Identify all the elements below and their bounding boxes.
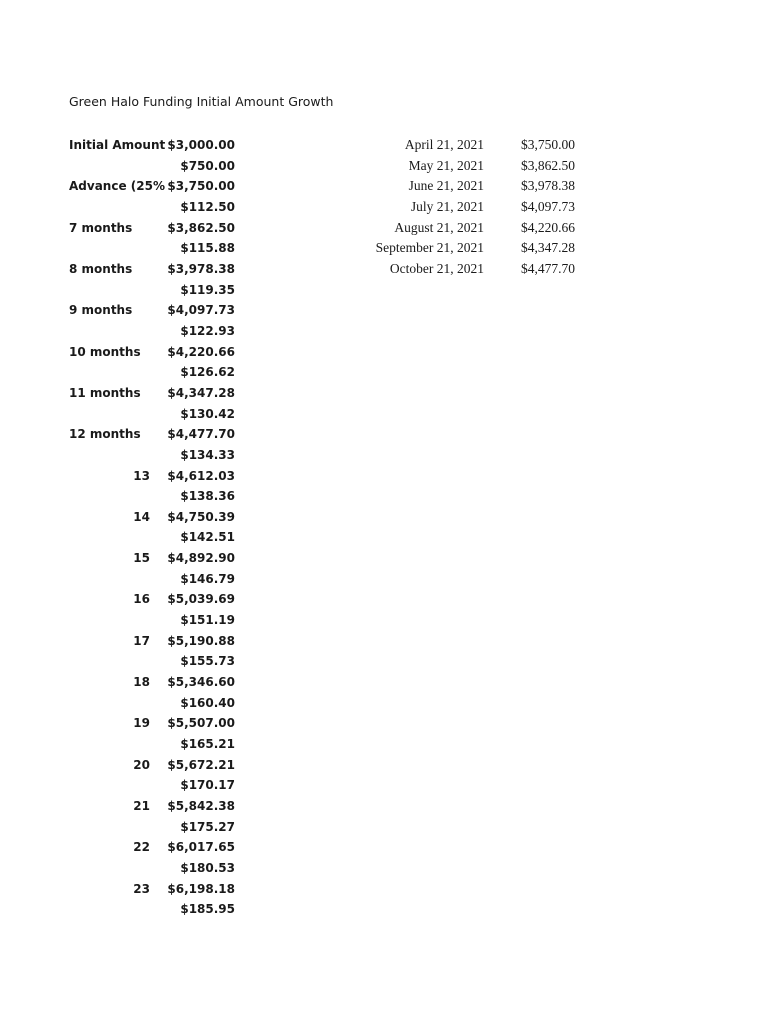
row-value: $160.40 (180, 695, 235, 710)
table-row (69, 734, 239, 755)
table-row (69, 610, 239, 631)
row-label: 15 (133, 551, 150, 566)
row-value: $142.51 (180, 530, 235, 545)
row-value: $180.53 (180, 860, 235, 875)
row-amount: $3,862.50 (521, 157, 575, 173)
row-value: $146.79 (180, 571, 235, 586)
row-date: October 21, 2021 (389, 260, 484, 276)
table-row (69, 445, 239, 466)
row-value: $4,347.28 (167, 385, 235, 400)
table-row (69, 486, 239, 507)
row-label: 8 months (69, 261, 133, 276)
table-row (69, 631, 239, 652)
row-label: Advance (25% (69, 179, 165, 194)
table-row (69, 176, 239, 197)
row-value: $5,672.21 (167, 757, 235, 772)
table-row (330, 218, 580, 239)
row-value: $5,039.69 (167, 592, 235, 607)
table-row (330, 176, 580, 197)
row-value: $4,477.70 (167, 427, 235, 442)
row-label: 23 (133, 881, 150, 896)
row-value: $134.33 (180, 447, 235, 462)
table-row (69, 837, 239, 858)
row-value: $5,507.00 (167, 716, 235, 731)
table-row (69, 569, 239, 590)
row-value: $4,097.73 (167, 303, 235, 318)
schedule-table (330, 135, 580, 280)
table-row (69, 775, 239, 796)
row-value: $4,220.66 (167, 344, 235, 359)
table-row (69, 817, 239, 838)
row-date: August 21, 2021 (394, 219, 484, 235)
row-amount: $4,097.73 (521, 198, 575, 214)
row-value: $130.42 (180, 406, 235, 421)
row-value: $5,190.88 (167, 633, 235, 648)
row-value: $4,612.03 (167, 468, 235, 483)
row-value: $5,346.60 (167, 675, 235, 690)
table-row (69, 796, 239, 817)
row-date: September 21, 2021 (375, 240, 484, 256)
row-label: 11 months (69, 385, 141, 400)
row-value: $155.73 (180, 654, 235, 669)
row-label: 22 (133, 840, 150, 855)
table-row (69, 197, 239, 218)
row-value: $122.93 (180, 323, 235, 338)
table-row (69, 300, 239, 321)
row-amount: $4,220.66 (521, 219, 575, 235)
table-row (330, 259, 580, 280)
row-value: $115.88 (180, 241, 235, 256)
table-row (69, 507, 239, 528)
table-row (69, 858, 239, 879)
table-row (69, 424, 239, 445)
table-row (330, 156, 580, 177)
row-value: $112.50 (180, 199, 235, 214)
table-row (69, 899, 239, 920)
row-value: $4,750.39 (167, 509, 235, 524)
table-row (69, 383, 239, 404)
table-row (69, 672, 239, 693)
row-value: $6,017.65 (167, 840, 235, 855)
row-value: $165.21 (180, 737, 235, 752)
table-row (69, 548, 239, 569)
row-date: June 21, 2021 (408, 178, 484, 194)
row-value: $119.35 (180, 282, 235, 297)
row-value: $4,892.90 (167, 551, 235, 566)
row-label: 19 (133, 716, 150, 731)
table-row (69, 135, 239, 156)
row-value: $185.95 (180, 902, 235, 917)
table-row (69, 259, 239, 280)
row-label: Initial Amount (69, 138, 166, 152)
row-label: 9 months (69, 303, 133, 318)
table-row (69, 589, 239, 610)
row-date: July 21, 2021 (410, 198, 484, 214)
row-value: $138.36 (180, 489, 235, 504)
row-value: $3,750.00 (167, 179, 235, 194)
row-label: 16 (133, 592, 150, 607)
row-value: $175.27 (180, 819, 235, 834)
row-value: $170.17 (180, 778, 235, 793)
row-label: 12 months (69, 427, 141, 442)
row-value: $3,978.38 (167, 261, 235, 276)
row-label: 14 (133, 509, 150, 524)
table-row (69, 404, 239, 425)
table-row (69, 362, 239, 383)
row-value: $151.19 (180, 613, 235, 628)
table-row (69, 156, 239, 177)
row-label: 18 (133, 675, 150, 690)
growth-table (69, 135, 239, 920)
row-label: 17 (133, 633, 150, 648)
table-row (69, 218, 239, 239)
table-row (69, 238, 239, 259)
table-row (69, 879, 239, 900)
row-label: 13 (133, 468, 150, 483)
row-label: 10 months (69, 344, 141, 359)
row-amount: $4,347.28 (521, 240, 575, 256)
table-row (330, 238, 580, 259)
row-value: $126.62 (180, 365, 235, 380)
row-value: $5,842.38 (167, 799, 235, 813)
table-row (69, 342, 239, 363)
table-row (69, 651, 239, 672)
table-row (69, 693, 239, 714)
page-title: Green Halo Funding Initial Amount Growth (69, 94, 334, 109)
row-date: May 21, 2021 (408, 157, 484, 173)
row-label: 20 (133, 757, 150, 772)
row-label: 21 (133, 799, 150, 813)
table-row (330, 197, 580, 218)
table-row (69, 527, 239, 548)
table-row (69, 321, 239, 342)
table-row (69, 280, 239, 301)
row-amount: $4,477.70 (521, 260, 575, 276)
table-row (69, 713, 239, 734)
row-value: $6,198.18 (167, 881, 235, 896)
table-row (330, 135, 580, 156)
row-value: $750.00 (180, 158, 235, 173)
row-value: $3,000.00 (167, 138, 235, 152)
row-amount: $3,750.00 (521, 137, 575, 152)
row-date: April 21, 2021 (404, 137, 484, 152)
table-row (69, 466, 239, 487)
row-amount: $3,978.38 (521, 178, 575, 194)
table-row (69, 755, 239, 776)
row-label: 7 months (69, 220, 133, 235)
row-value: $3,862.50 (167, 220, 235, 235)
